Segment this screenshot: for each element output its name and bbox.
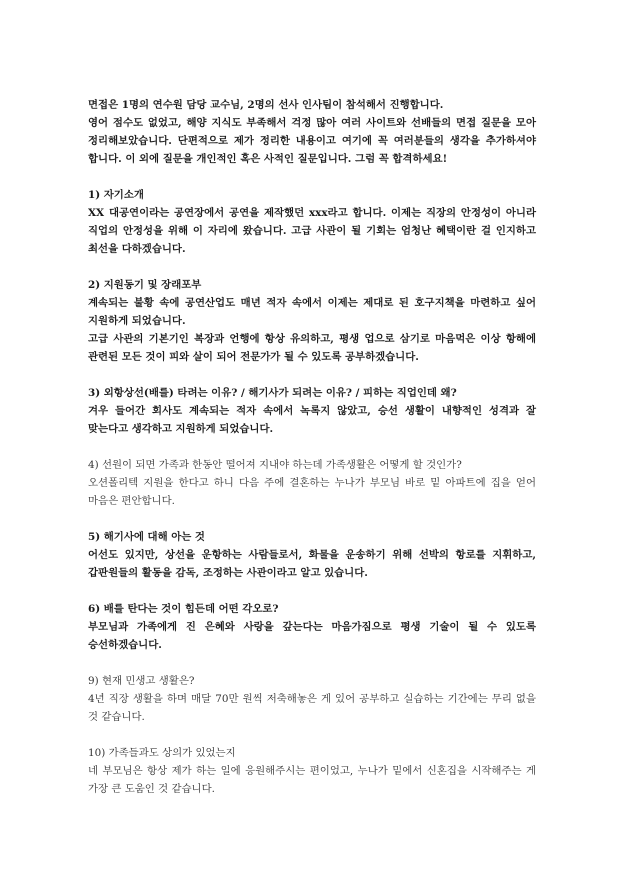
- section-6-body: 부모님과 가족에게 진 은혜와 사랑을 갚는다는 마음가짐으로 평생 기술이 될 수 있도록 승선하겠습니다.: [88, 621, 536, 651]
- intro-line-1: 면접은 1명의 연수원 담당 교수님, 2명의 선사 인사팀이 참석해서 진행합니다.: [88, 99, 444, 111]
- section-1-body: XX 대공연이라는 공연장에서 공연을 제작했던 xxx라고 합니다. 이제는 직장의 안정성이 아니라 직업의 안정성을 위해 이 자리에 왔습니다. 고급 사관이 될 기회는 엄청난 혜택이란 걸 인지하고 최선을 다하겠습니다.: [88, 207, 536, 255]
- section-10-title: 10) 가족들과도 상의가 있었는지: [88, 747, 236, 759]
- section-2-title: 2) 지원동기 및 장래포부: [88, 279, 202, 291]
- section-4-body: 오션폴리텍 지원을 한다고 하니 다음 주에 결혼하는 누나가 부모님 바로 밑 아파트에 집을 얻어 마음은 편안합니다.: [88, 477, 536, 507]
- section-3-body: 겨우 들어간 회사도 계속되는 적자 속에서 녹록지 않았고, 승선 생활이 내향적인 성격과 잘 맞는다고 생각하고 지원하게 되었습니다.: [88, 405, 536, 435]
- section-2-body: 계속되는 불황 속에 공연산업도 매년 적자 속에서 이제는 제대로 된 호구지책을 마련하고 싶어 지원하게 되었습니다.: [88, 297, 536, 327]
- section-5-title: 5) 해기사에 대해 아는 것: [88, 531, 205, 543]
- section-3-title: 3) 외항상선(배를) 타려는 이유? / 해기사가 되려는 이유? / 피하는 직업인데 왜?: [88, 387, 457, 399]
- section-5-body: 어선도 있지만, 상선을 운항하는 사람들로서, 화물을 운송하기 위해 선박의 항로를 지휘하고, 갑판원들의 활동을 감독, 조정하는 사관이라고 알고 있습니다.: [88, 549, 536, 579]
- section-9-title: 9) 현재 민생고 생활은?: [88, 675, 195, 687]
- intro-paragraph: 영어 점수도 없었고, 해양 지식도 부족해서 걱정 많아 여러 사이트와 선배들의 면접 질문을 모아 정리해보았습니다. 단편적으로 제가 정리한 내용이고 여기에 꼭 여러분들의 생각을 추가하셔야 합니다. 이 외에 질문을 개인적인 혹은 사적인 질문입니다. 그럼 꼭 합격하세요!: [88, 117, 536, 165]
- section-9-body: 4년 직장 생활을 하며 매달 70만 원씩 저축해놓은 게 있어 공부하고 실습하는 기간에는 무리 없을 것 같습니다.: [88, 693, 536, 723]
- section-2-body-2: 고급 사관의 기본기인 복장과 언행에 항상 유의하고, 평생 업으로 삼기로 마음먹은 이상 항해에 관련된 모든 것이 피와 살이 되어 전문가가 될 수 있도록 공부하겠습니다.: [88, 333, 536, 363]
- document-body: [88, 96, 536, 798]
- section-6-title: 6) 배를 탄다는 것이 힘든데 어떤 각오로?: [88, 603, 279, 615]
- section-10-body: 네 부모님은 항상 제가 하는 일에 응원해주시는 편이었고, 누나가 밑에서 신혼집을 시작해주는 게 가장 큰 도움인 것 같습니다.: [88, 765, 536, 795]
- section-1-title: 1) 자기소개: [88, 189, 144, 201]
- section-4-title: 4) 선원이 되면 가족과 한동안 떨어져 지내야 하는데 가족생활은 어떻게 할 것인가?: [88, 459, 462, 471]
